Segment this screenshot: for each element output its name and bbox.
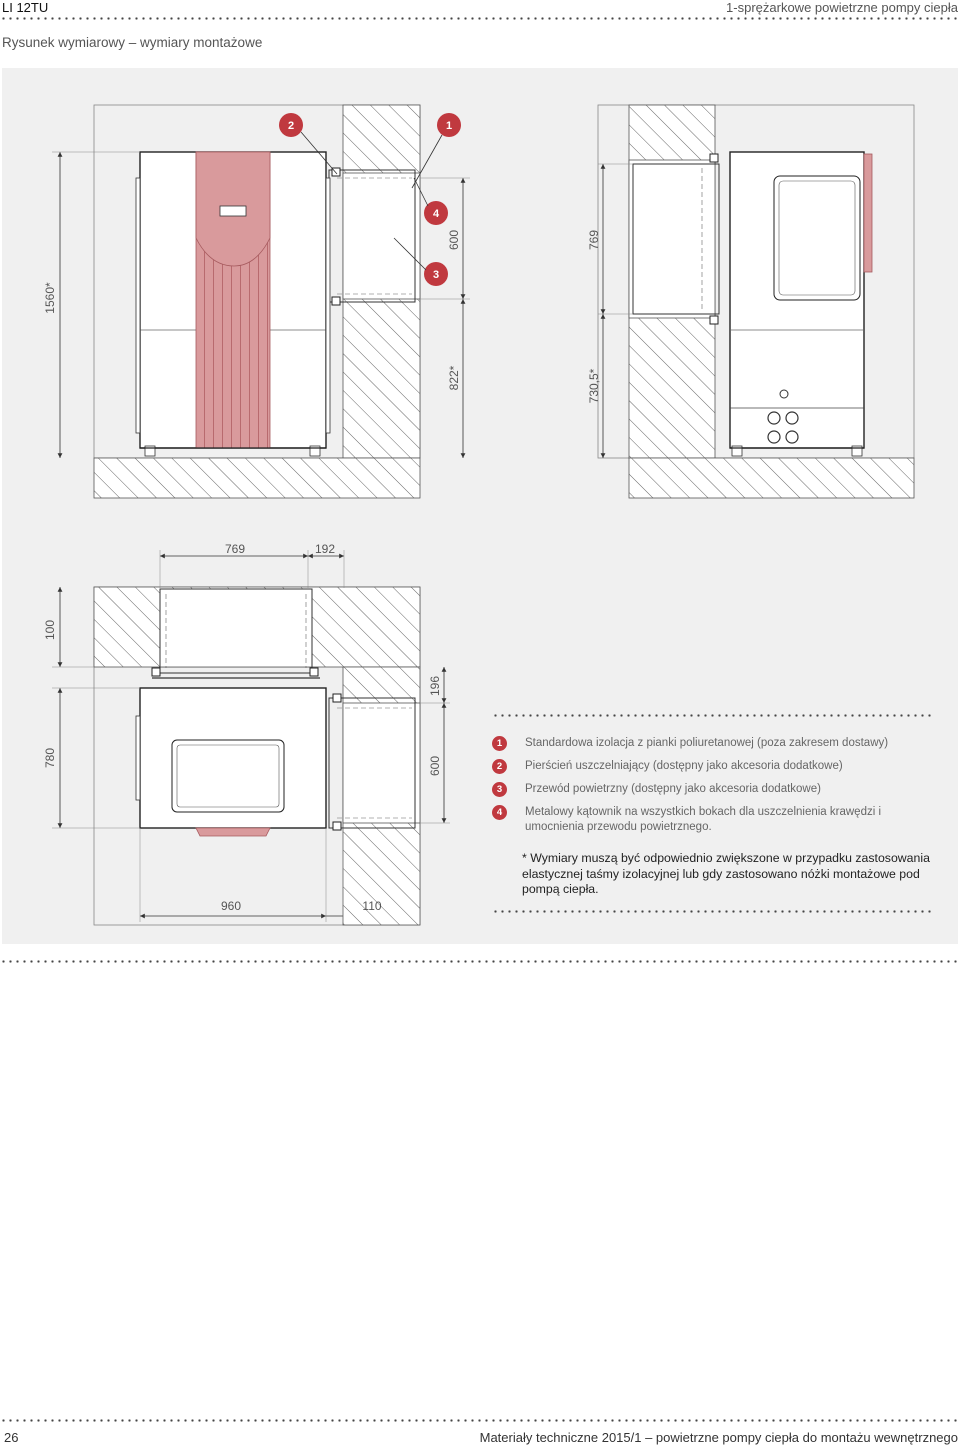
model-title: LI 12TU	[2, 0, 49, 15]
page-number: 26	[4, 1430, 19, 1445]
legend-text-3: Przewód powietrzny (dostępny jako akcesoria dodatkowe)	[525, 783, 821, 795]
dim-600-top: 600	[428, 755, 442, 777]
legend-text-4: Metalowy kątownik na wszystkich bokach dla uszczelnienia krawędzi i umocnienia przewodu powietrznego.	[525, 806, 882, 833]
legend-num-4: 4	[492, 805, 507, 820]
side-view	[587, 105, 914, 498]
top-view	[43, 542, 450, 925]
legend-text-2: Pierścień uszczelniający (dostępny jako akcesoria dodatkowe)	[525, 760, 843, 772]
callout-2: 2	[287, 120, 295, 132]
legend-num-1: 1	[492, 736, 507, 751]
dim-1560: 1560*	[43, 282, 57, 314]
callout-3: 3	[432, 269, 440, 281]
callout-1: 1	[445, 120, 453, 132]
document-title: Materiały techniczne 2015/1 – powietrzne pompy ciepła do montażu wewnętrznego	[479, 1430, 958, 1445]
legend-num-2: 2	[492, 759, 507, 774]
legend-num-3: 3	[492, 782, 507, 797]
dim-730-5: 730,5*	[587, 368, 601, 404]
dim-196: 196	[428, 675, 442, 697]
legend-box	[492, 714, 934, 914]
dim-780: 780	[43, 747, 57, 769]
dimension-note: * Wymiary muszą być odpowiednio zwiększone w przypadku zastosowania elastycznej taśmy izolacyjnej lub gdy zastosowano nóżki montażowe pod pompą ciepła.	[522, 851, 930, 896]
callout-4: 4	[432, 208, 440, 220]
dim-769-side: 769	[587, 229, 601, 251]
front-view	[43, 105, 470, 498]
dim-100: 100	[43, 619, 57, 641]
category-title: 1-sprężarkowe powietrzne pompy ciepła	[726, 0, 958, 15]
dim-822: 822*	[447, 365, 461, 391]
dim-110: 110	[362, 899, 382, 913]
dim-960: 960	[220, 899, 242, 913]
drawing-subtitle: Rysunek wymiarowy – wymiary montażowe	[2, 35, 263, 50]
dim-769-top: 769	[224, 542, 246, 556]
legend-bottom-divider	[492, 910, 934, 913]
legend-top-divider	[492, 714, 934, 717]
dim-192: 192	[314, 542, 336, 556]
section-divider	[0, 960, 960, 963]
drawing-panel	[2, 68, 958, 944]
footer-divider	[0, 1419, 960, 1422]
dim-600-front: 600	[447, 229, 461, 251]
legend-text-1: Standardowa izolacja z pianki poliuretanowej (poza zakresem dostawy)	[525, 737, 889, 749]
header-divider	[0, 17, 960, 20]
